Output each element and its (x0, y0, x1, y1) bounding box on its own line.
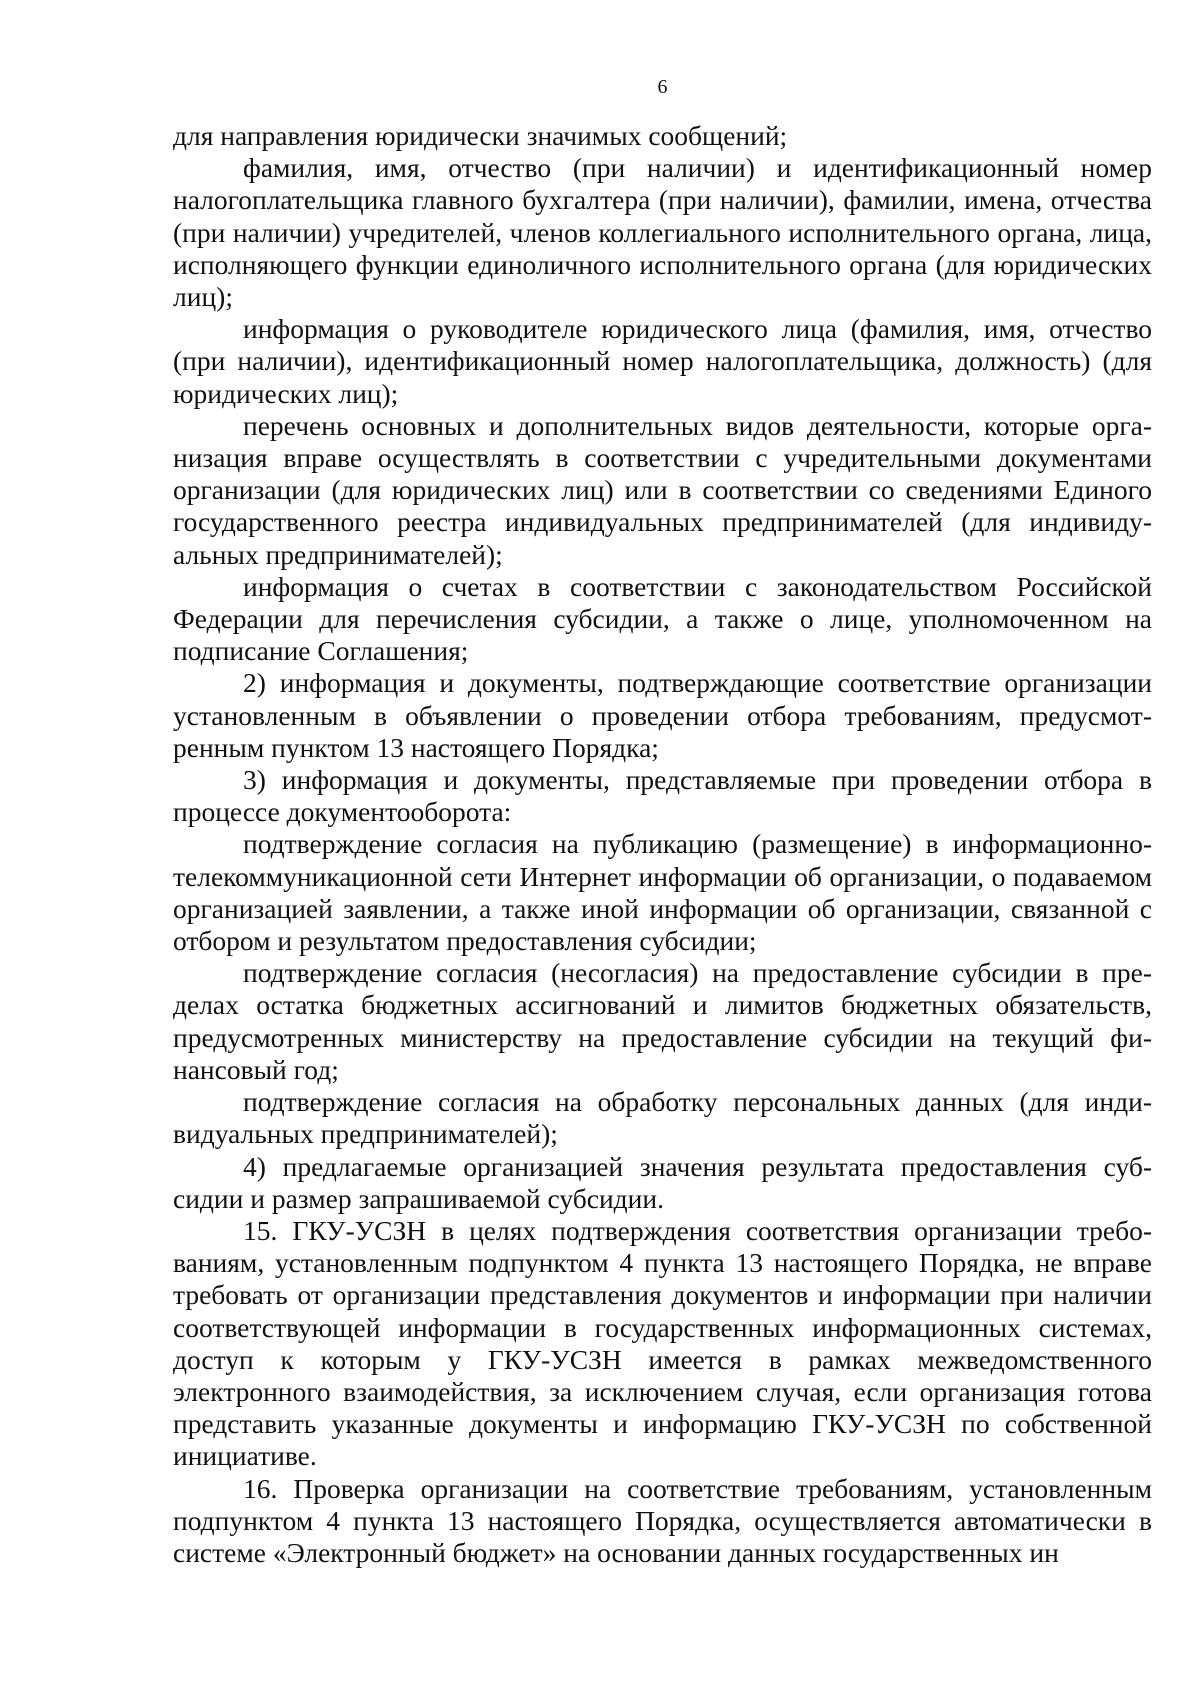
paragraph-budget-consent: подтверждение согласия (несогласия) на предоставление субсидии в пределах остатка бюджетных ассигнований и лимитов бюджетных обязательств, предусмотренных министерству на предоставление субсидии на текущий финансовый год; (173, 957, 1152, 1085)
paragraph-item-3: 3) информация и документы, представляемые при проведении отбора в процессе документооборота: (173, 764, 1152, 828)
paragraph-legal-messages: для направления юридически значимых сообщений; (173, 120, 788, 151)
paragraph-item-4: 4) предлагаемые организацией значения результата предоставления субсидии и размер запрашиваемой субсидии. (173, 1150, 1152, 1214)
paragraph-item-2: 2) информация и документы, подтверждающие соответствие организации установленным в объявлении о проведении отбора требованиям, предусмотренным пунктом 13 настоящего Порядка; (173, 667, 1152, 763)
paragraph-accountant-founders: фамилия, имя, отчество (при наличии) и идентификационный номер налогоплательщика главного бухгалтера (при наличии), фамилии, имена, отчества (при наличии) учредителей, членов коллегиального исполнительного органа, лица, исполняющего функции единоличного исполнительного органа (для юридических лиц); (173, 152, 1152, 313)
paragraph-publication-consent: подтверждение согласия на публикацию (размещение) в информационно-телекоммуникационной сети Интернет информации об организации, о подаваемом организацией заявлении, а также иной информации об организации, связанной с отбором и результатом предоставления субсидии; (173, 828, 1152, 957)
paragraph-section-16: 16. Проверка организации на соответствие требованиям, установленным подпунктом 4 пункта 13 настоящего Порядка, осуществляется автоматически в системе «Электронный бюджет» на основании данных государственных ин (173, 1472, 1152, 1568)
document-body (173, 120, 1152, 1569)
paragraph-section-15: 15. ГКУ-УСЗН в целях подтверждения соответствия организации требованиям, установленным подпунктом 4 пункта 13 настоящего Порядка, не вправе требовать от организации представления документов и информации при наличии соответствующей информации в государственных информационных системах, доступ к которым у ГКУ-УСЗН имеется в рамках межведомственного электронного взаимодействия, за исключением случая, если организация готова представить указанные документы и информацию ГКУ-УСЗН по собственной инициативе. (173, 1214, 1152, 1472)
paragraph-personal-data-consent: подтверждение согласия на обработку персональных данных (для индивидуальных предпринимателей); (173, 1086, 1152, 1150)
page-number: 6 (657, 76, 668, 98)
paragraph-head-of-entity: информация о руководителе юридического лица (фамилия, имя, отчество (при наличии), идентификационный номер налогоплательщика, должность) (для юридических лиц); (173, 313, 1152, 409)
paragraph-bank-accounts: информация о счетах в соответствии с законодательством Российской Федерации для перечисления субсидии, а также о лице, уполномоченном на подписание Соглашения; (173, 570, 1152, 667)
paragraph-activities-list: перечень основных и дополнительных видов деятельности, которые организация вправе осуществлять в соответствии с учредительными документами организации (для юридических лиц) или в соответствии со сведениями Единого государственного реестра индивидуальных предпринимателей (для индивидуальных предпринимателей); (173, 409, 1152, 570)
